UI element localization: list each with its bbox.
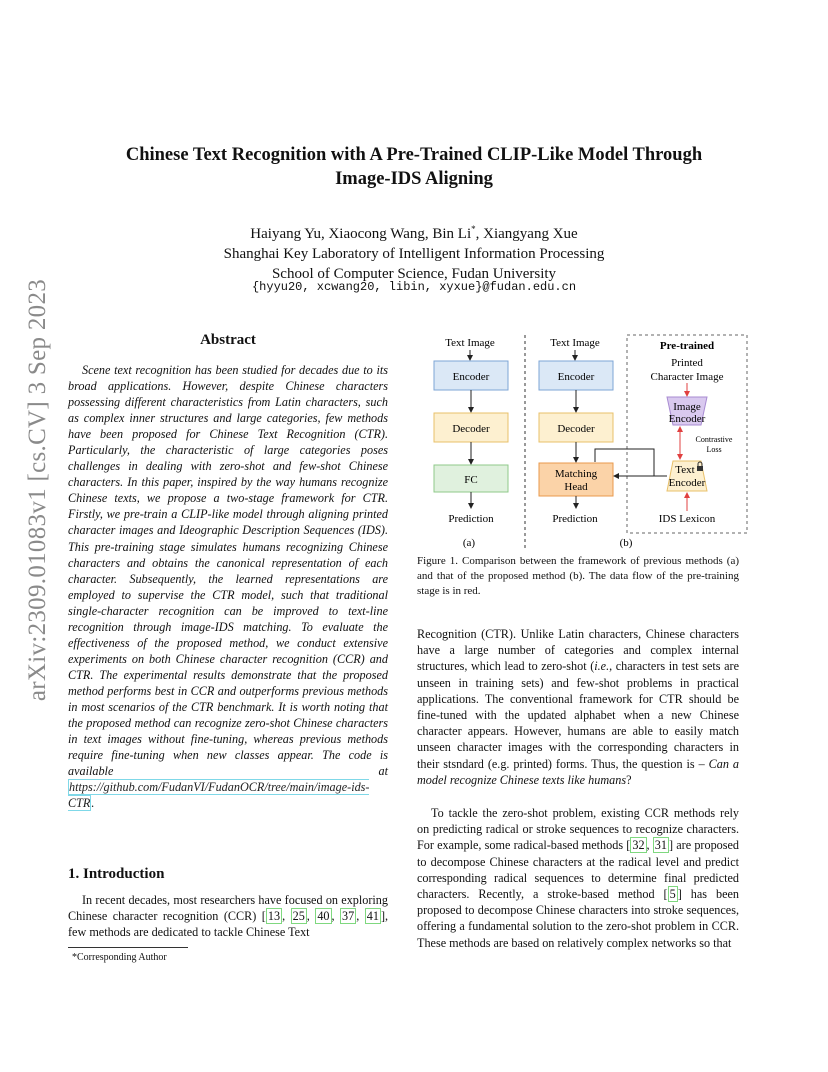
citation-link[interactable]: 13 [267, 909, 281, 924]
footnote: *Corresponding Author [72, 952, 167, 963]
b-text-image-label: Text Image [550, 337, 600, 349]
printed-image-label-2: Character Image [650, 371, 724, 383]
a-encoder-label: Encoder [452, 371, 490, 383]
citation-link[interactable]: 37 [342, 909, 355, 924]
title-line-2: Image-IDS Aligning [335, 169, 493, 189]
figure-1 [415, 331, 749, 553]
citation-link[interactable]: 40 [317, 909, 330, 924]
text-encoder-label-2: Encoder [668, 477, 706, 489]
citation-link[interactable]: 31 [654, 838, 667, 853]
b-decoder-label: Decoder [557, 423, 595, 435]
citation-link[interactable]: 25 [292, 909, 305, 924]
b-head-label: Head [564, 481, 588, 493]
text-encoder-label-1: Text [675, 464, 695, 476]
b-prediction-label: Prediction [552, 513, 598, 525]
intro-heading: 1. Introduction [68, 866, 165, 882]
arxiv-stamp [18, 278, 58, 702]
a-panel-label: (a) [462, 537, 476, 549]
b-encoder-label: Encoder [557, 371, 595, 383]
b-panel-label: (b) [619, 537, 633, 549]
title-line-1: Chinese Text Recognition with A Pre-Trained CLIP-Like Model Through [125, 145, 703, 165]
a-decoder-label: Decoder [452, 423, 490, 435]
right-paragraph-2: To tackle the zero-shot problem, existing CCR methods rely on predicting radical or stroke sequences to recognize characters. For example, some radical-based methods [ 32 , 31 ] are proposed to decompose Chinese characters at the radical level and predict corresponding radical sequences to determine final predicted characters. Recently, a stroke-based method [ 5 ] has been proposed to decompose Chinese characters into stroke sequences, offering a fundamental solution to the zero-shot problem in CCR. These methods are based on relatively complex networks so that [417, 806, 740, 950]
author-block [70, 219, 758, 284]
abstract-body: Scene text recognition has been studied for decades due to its broad applications. However, despite Chinese characters possessing different characteristics from Latin characters, such as complex inner structures and large categories, few methods have been proposed for Chinese Text Recognition (CTR). Particularly, the characteristic of large categories poses challenges in dealing with zero-shot and few-shot Chinese characters. In this paper, inspired by the way humans recognize Chinese texts, we propose a two-stage framework for CTR. Firstly, we pre-train a CLIP-like model through aligning printed character images and Ideographic Description Sequences (IDS). This pre-training stage simulates humans recognizing Chinese characters and obtains the canonical representation of each character. Subsequently, the learned representations are employed to supervise the CTR model, such that traditional single-character recognition can be improved to text-line recognition through image-IDS matching. To evaluate the effectiveness of the proposed method, we conduct extensive experiments on both Chinese character recognition (CCR) and CTR. The experimental results demonstrate that the proposed method performs best in CCR and outperforms previous methods in most scenarios of the CTR benchmark. It is worth noting that the proposed method can recognize zero-shot Chinese characters in text images without fine-tuning, whereas previous methods require fine-tuning when new classes appear. The code is available at https://github.com/FudanVI/FudanOCR/tree/main/image-ids-CTR. [68, 363, 388, 811]
citation-link[interactable]: 41 [366, 909, 379, 924]
contrastive-label-1: Contrastive [695, 435, 733, 444]
abstract-heading: Abstract [200, 332, 256, 348]
a-text-image-label: Text Image [445, 337, 495, 349]
citation-link[interactable]: 32 [632, 838, 645, 853]
figure-1-caption: Figure 1. Comparison between the framework of previous methods (a) and that of the proposed method (b). The data flow of the pre-training stage is in red. [417, 555, 739, 597]
paper-title [70, 143, 758, 191]
corresponding-mark: * [471, 224, 476, 234]
b-matching-label: Matching [554, 468, 598, 480]
affiliation-lab: Shanghai Key Laboratory of Intelligent Information Processing [223, 246, 605, 262]
image-encoder-label-2: Encoder [668, 413, 706, 425]
ids-lexicon-label: IDS Lexicon [658, 513, 716, 525]
code-link[interactable]: https://github.com/FudanVI/FudanOCR/tree/main/image-ids-CTR [68, 780, 370, 811]
a-fc-label: FC [464, 474, 478, 486]
contrastive-label-2: Loss [706, 445, 722, 454]
citation-link[interactable]: 5 [669, 887, 676, 902]
author-names: Haiyang Yu, Xiaocong Wang, Bin Li*, Xiangyang Xue [250, 224, 578, 242]
right-paragraph-1: Recognition (CTR). Unlike Latin characters, Chinese characters have a large number of categories and complex internal structures, which lead to zero-shot (i.e., characters in test sets are unseen in training sets) and few-shot problems in practical applications. The conventional framework for CTR should be fine-tuned with the updated alphabet when a new Chinese character appears. However, humans are able to easily match unseen character images with the corresponding characters in their stsndard (e.g. printed) forms. Thus, the question is – Can a model recognize Chinese texts like humans? [417, 627, 739, 787]
printed-image-label-1: Printed [671, 357, 703, 369]
lock-icon [697, 466, 703, 471]
affiliation-school: School of Computer Science, Fudan University [271, 266, 557, 282]
footnote-rule [68, 947, 188, 948]
image-encoder-label-1: Image [673, 401, 701, 413]
intro-paragraph: In recent decades, most researchers have focused on exploring Chinese character recognition (CCR) [ 13 , 25 , 40 , 37 , 41 ], few methods are dedicated to tackle Chinese Text [68, 893, 389, 940]
a-prediction-label: Prediction [448, 513, 494, 525]
author-emails: {hyyu20, xcwang20, libin, xyxue}@fudan.edu.cn [251, 280, 577, 294]
arxiv-id: arXiv:2309.01083v1 [cs.CV] 3 Sep 2023 [24, 278, 51, 702]
pretrained-title: Pre-trained [659, 340, 715, 352]
